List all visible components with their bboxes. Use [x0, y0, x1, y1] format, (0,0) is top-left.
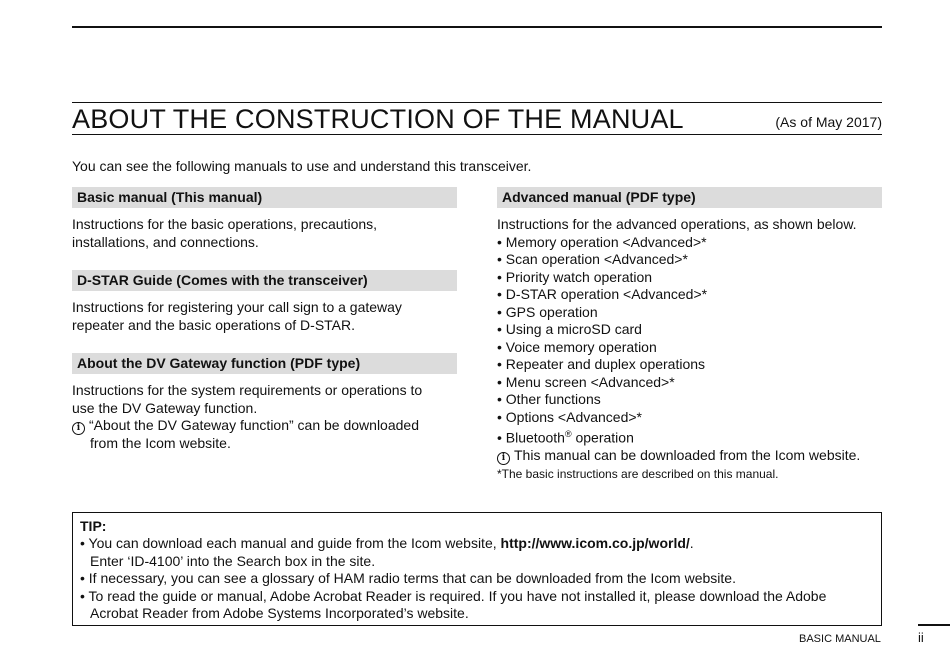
list-item: • D-STAR operation <Advanced>* — [497, 286, 708, 302]
page-header — [72, 102, 882, 135]
info-note-icon: i — [72, 422, 85, 435]
list-item: • Other functions — [497, 391, 601, 407]
bluetooth-suffix: operation — [571, 429, 634, 446]
advanced-manual-section — [497, 187, 882, 481]
as-of-date: (As of May 2017) — [775, 114, 882, 130]
advanced-topics-list — [497, 234, 882, 448]
gateway-line-2: use the DV Gateway function. — [72, 399, 258, 416]
gateway-line-1: Instructions for the system requirements or operations to — [72, 382, 423, 398]
dv-gateway-description — [72, 382, 457, 453]
list-item: • Menu screen <Advanced>* — [497, 373, 675, 390]
dstar-line-2: repeater and the basic operations of D-STAR. — [72, 316, 356, 333]
intro-text: You can see the following manuals to use and understand this transceiver. — [72, 158, 532, 174]
gateway-note-line-2: from the Icom website. — [90, 435, 231, 451]
advanced-manual-heading: Advanced manual (PDF type) — [497, 187, 882, 208]
tip-line-3: • If necessary, you can see a glossary of HAM radio terms that can be downloaded from the Icom website. — [80, 570, 736, 586]
tip-line-1-text: • You can download each manual and guide from the Icom website, — [80, 535, 501, 551]
basic-manual-description — [72, 216, 457, 251]
footer-manual-label: BASIC MANUAL — [799, 633, 881, 645]
tip-line-2: Enter ‘ID-4100’ into the Search box in the site. — [90, 552, 376, 569]
basic-manual-heading: Basic manual (This manual) — [72, 187, 457, 208]
dv-gateway-section — [72, 353, 457, 453]
basic-line-1: Instructions for the basic operations, precautions, — [72, 216, 378, 232]
tip-line-1-end: . — [689, 535, 694, 551]
dstar-guide-description — [72, 299, 457, 334]
list-item: • Priority watch operation — [497, 268, 653, 285]
list-item: • Options <Advanced>* — [497, 408, 642, 425]
list-item-bluetooth — [497, 426, 882, 447]
registered-mark: ® — [564, 429, 572, 439]
dstar-guide-heading: D-STAR Guide (Comes with the transceiver) — [72, 270, 457, 291]
list-item: • Scan operation <Advanced>* — [497, 251, 688, 267]
basic-line-2: installations, and connections. — [72, 233, 259, 250]
info-note-icon: i — [497, 452, 510, 465]
dv-gateway-heading: About the DV Gateway function (PDF type) — [72, 353, 457, 374]
advanced-manual-intro: Instructions for the advanced operations, as shown below. — [497, 216, 857, 232]
dstar-line-1: Instructions for registering your call sign to a gateway — [72, 299, 402, 315]
tip-line-5: Acrobat Reader from Adobe Systems Incorporated’s website. — [90, 605, 469, 621]
page-title: ABOUT THE CONSTRUCTION OF THE MANUAL — [72, 104, 684, 134]
gateway-note-line-1: “About the DV Gateway function” can be downloaded — [89, 417, 419, 433]
tip-line-1 — [80, 535, 881, 553]
icom-website-link[interactable]: http://www.icom.co.jp/world/ — [500, 535, 690, 551]
dstar-guide-section — [72, 270, 457, 334]
tip-line-4: • To read the guide or manual, Adobe Acrobat Reader is required. If you have not installed it, please download the Adobe — [80, 587, 827, 604]
bluetooth-prefix: • Bluetooth — [497, 429, 565, 446]
list-item: • Memory operation <Advanced>* — [497, 233, 707, 250]
advanced-note-text: This manual can be downloaded from the Icom website. — [514, 447, 861, 464]
page-number: ii — [918, 630, 924, 645]
list-item: • Repeater and duplex operations — [497, 356, 706, 372]
gateway-note — [72, 417, 457, 435]
list-item: • Using a microSD card — [497, 321, 642, 337]
list-item: • GPS operation — [497, 303, 598, 320]
tip-title: TIP: — [80, 518, 107, 534]
advanced-footnote: *The basic instructions are described on this manual. — [497, 467, 779, 482]
basic-manual-section — [72, 187, 457, 251]
list-item: • Voice memory operation — [497, 338, 657, 355]
top-rule — [72, 26, 882, 28]
footer-rule — [918, 624, 950, 626]
tip-box — [72, 512, 882, 626]
advanced-note — [497, 447, 882, 465]
